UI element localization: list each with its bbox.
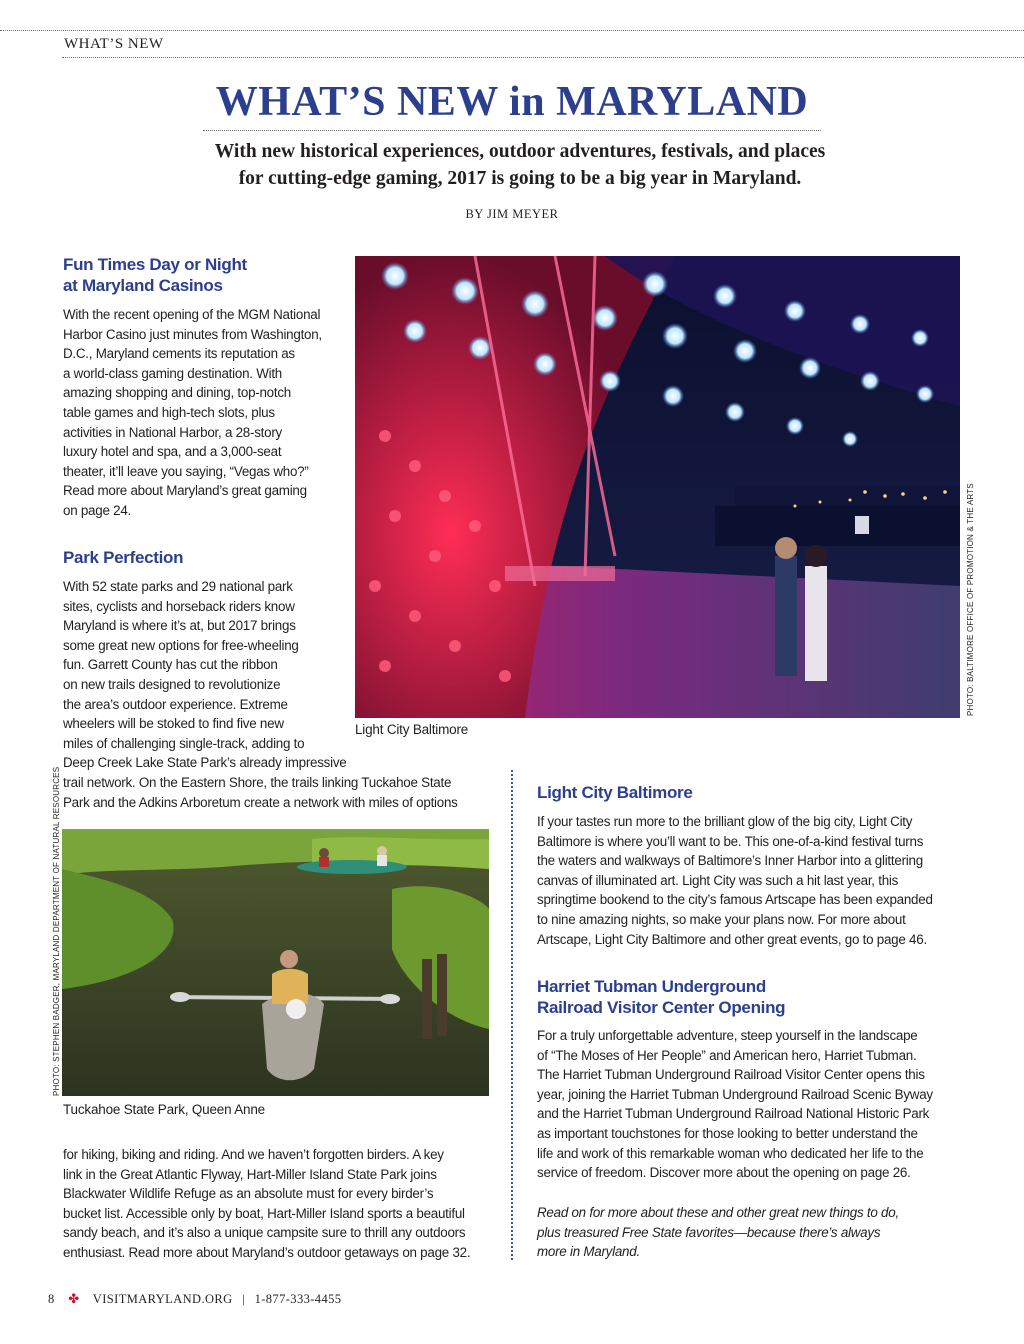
body-line: Read more about Maryland’s great gaming (63, 483, 307, 499)
body-line: a world-class gaming destination. With (63, 365, 282, 381)
page-number: 8 (48, 1292, 55, 1306)
closing-note (537, 1203, 899, 1262)
kayak-photo (62, 829, 489, 1096)
subtitle (150, 138, 890, 192)
kayak-credit: PHOTO: STEPHEN BADGER, MARYLAND DEPARTMENT OF NATURAL RESOURCES (52, 766, 61, 1096)
body-line: on new trails designed to revolutionize (63, 676, 281, 692)
body-line: wheelers will be stoked to find five new (63, 716, 284, 732)
body-line: and the Harriet Tubman Underground Railroad National Historic Park (537, 1106, 930, 1122)
body-line: canvas of illuminated art. Light City was such a hit last year, this (537, 872, 899, 888)
body-line: plus treasured Free State favorites—because there’s always (537, 1224, 881, 1240)
footer-phone: 1-877-333-4455 (254, 1292, 342, 1306)
footer-separator: | (242, 1292, 246, 1306)
body-line: theater, it’ll leave you saying, “Vegas who?” (63, 463, 309, 479)
body-line: Harbor Casino just minutes from Washington, (63, 326, 322, 342)
casinos-heading (63, 254, 247, 296)
heading-line: at Maryland Casinos (63, 276, 223, 295)
body-line: more in Maryland. (537, 1244, 640, 1260)
body-line: amazing shopping and dining, top-notch (63, 385, 291, 401)
light-city-caption: Light City Baltimore (355, 722, 469, 737)
body-line: Baltimore is where you’ll want to be. This one-of-a-kind festival turns (537, 833, 924, 849)
body-line: sandy beach, and it’s also a unique campsite sure to thrill any outdoors (63, 1225, 466, 1241)
body-line: Blackwater Wildlife Refuge as an absolute must for every birder’s (63, 1186, 434, 1202)
light-city-credit: PHOTO: BALTIMORE OFFICE OF PROMOTION & THE ARTS (966, 483, 975, 716)
body-line: Artscape, Light City Baltimore and other great events, go to page 46. (537, 931, 927, 947)
kayak-caption: Tuckahoe State Park, Queen Anne (63, 1102, 265, 1117)
parks-heading: Park Perfection (63, 548, 184, 567)
body-line: The Harriet Tubman Underground Railroad Visitor Center opens this (537, 1067, 925, 1083)
body-line: to nine amazing nights, so make your plans now. For more about (537, 911, 906, 927)
body-line: table games and high-tech slots, plus (63, 404, 275, 420)
body-line: year, joining the Harriet Tubman Underground Railroad Scenic Byway (537, 1086, 933, 1102)
body-line: Deep Creek Lake State Park’s already impressive (63, 755, 347, 771)
body-line: springtime bookend to the city’s famous Artscape has been expanded (537, 892, 933, 908)
body-line: the area’s outdoor experience. Extreme (63, 696, 288, 712)
light-city-body (537, 812, 933, 949)
body-line: For a truly unforgettable adventure, steep yourself in the landscape (537, 1028, 918, 1043)
body-line: life and work of this remarkable woman who dedicated her life to the (537, 1145, 924, 1161)
body-line: luxury hotel and spa, and a 3,000-seat (63, 444, 282, 460)
body-line: With 52 state parks and 29 national park (63, 579, 293, 594)
top-rule (0, 30, 1024, 31)
body-line: Park and the Adkins Arboretum create a network with miles of options (63, 794, 458, 810)
heading-line: Railroad Visitor Center Opening (537, 998, 786, 1017)
body-line: miles of challenging single-track, adding to (63, 735, 305, 751)
body-line: some great new options for free-wheeling (63, 637, 299, 653)
body-line: activities in National Harbor, a 28-story (63, 424, 282, 440)
body-line: sites, cyclists and horseback riders know (63, 598, 295, 614)
light-city-illustration (355, 256, 960, 718)
heading-line: Fun Times Day or Night (63, 255, 247, 274)
page-footer (48, 1291, 341, 1307)
body-line: trail network. On the Eastern Shore, the trails linking Tuckahoe State (63, 774, 452, 790)
body-line: fun. Garrett County has cut the ribbon (63, 657, 278, 673)
flower-icon: ✤ (68, 1291, 80, 1306)
byline: BY JIM MEYER (465, 207, 559, 221)
heading-line: Harriet Tubman Underground (537, 977, 766, 996)
light-city-photo (355, 256, 960, 718)
body-line: for hiking, biking and riding. And we haven’t forgotten birders. A key (63, 1147, 444, 1162)
body-line: the waters and walkways of Baltimore’s Inner Harbor into a glittering (537, 853, 923, 869)
casinos-body (63, 305, 322, 521)
body-line: If your tastes run more to the brilliant glow of the big city, Light City (537, 814, 913, 829)
body-line: Read on for more about these and other great new things to do, (537, 1205, 899, 1220)
body-line: service of freedom. Discover more about the opening on page 26. (537, 1165, 911, 1181)
column-divider (511, 770, 513, 1260)
body-line: With the recent opening of the MGM National (63, 307, 321, 322)
body-line: enthusiast. Read more about Maryland’s outdoor getaways on page 32. (63, 1244, 471, 1260)
tubman-heading (537, 976, 785, 1018)
body-line: bucket list. Accessible only by boat, Hart-Miller Island sports a beautiful (63, 1205, 465, 1221)
section-tag: WHAT’S NEW (64, 36, 164, 52)
footer-site-link[interactable]: VISITMARYLAND.ORG (92, 1292, 233, 1306)
page-title: WHAT’S NEW in MARYLAND (215, 79, 809, 125)
body-line: as important touchstones for those looking to better understand the (537, 1125, 918, 1141)
body-line: on page 24. (63, 502, 131, 518)
kayak-illustration (62, 829, 489, 1096)
body-line: Maryland is where it’s at, but 2017 brings (63, 618, 296, 634)
body-line: D.C., Maryland cements its reputation as (63, 346, 295, 362)
subtitle-line: With new historical experiences, outdoor adventures, festivals, and places (214, 141, 826, 162)
light-city-heading: Light City Baltimore (537, 783, 693, 802)
header-rule (62, 57, 1024, 58)
subtitle-line: for cutting-edge gaming, 2017 is going to be a big year in Maryland. (238, 168, 802, 189)
title-rule (203, 130, 821, 131)
body-line: of “The Moses of Her People” and American hero, Harriet Tubman. (537, 1047, 917, 1063)
body-line: link in the Great Atlantic Flyway, Hart-Miller Island State Park joins (63, 1166, 437, 1182)
tubman-body (537, 1026, 933, 1183)
parks-body-b (63, 1145, 470, 1263)
